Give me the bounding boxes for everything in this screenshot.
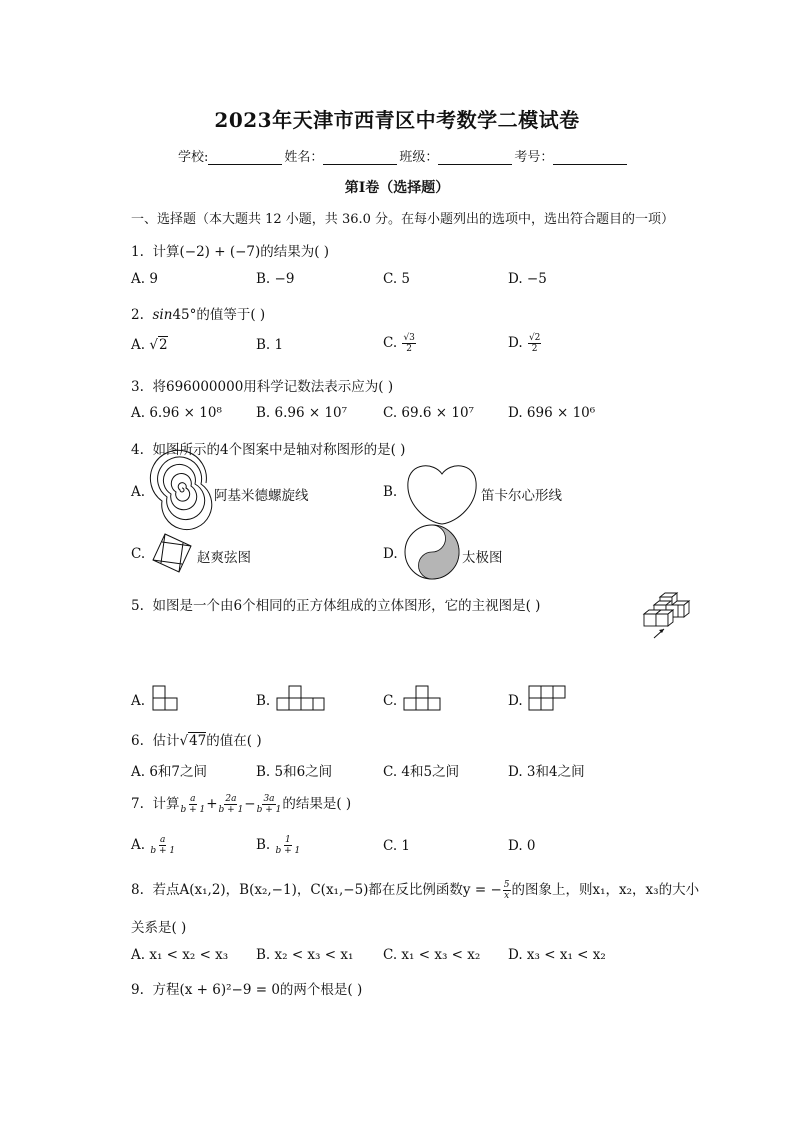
option-c: C. bbox=[383, 693, 398, 709]
option-b: B. 1 bbox=[256, 337, 284, 353]
cube-solid-figure-image bbox=[640, 592, 696, 642]
option-d: D. bbox=[383, 546, 398, 562]
option-letter: B. bbox=[256, 837, 271, 853]
question-stem: 将696000000用科学记数法表示应为( ) bbox=[152, 379, 394, 395]
option-c: C. 4和5之间 bbox=[383, 764, 460, 780]
archimedean-spiral-image bbox=[152, 460, 212, 520]
option-letter: C. bbox=[383, 335, 398, 351]
option-c bbox=[383, 333, 417, 354]
question-stem: 的结果是( ) bbox=[282, 796, 352, 812]
option-b: B. bbox=[256, 693, 271, 709]
option-a: A. 6和7之间 bbox=[131, 764, 208, 780]
question-5 bbox=[131, 594, 540, 614]
question-stem: 方程(x + 6)²−9 = 0的两个根是( ) bbox=[152, 982, 363, 998]
front-view-option-a bbox=[152, 685, 178, 711]
option-b bbox=[256, 835, 301, 856]
fraction bbox=[180, 794, 205, 815]
zhao-shuang-chord-diagram-image bbox=[151, 532, 195, 576]
numerator: 2a bbox=[225, 794, 237, 804]
question-stem: 的值在( ) bbox=[206, 733, 262, 749]
fraction bbox=[219, 794, 244, 815]
option-a bbox=[131, 835, 176, 856]
caption-cardioid: 笛卡尔心形线 bbox=[481, 488, 562, 504]
question-7: 7. 计算 $\frac{a}{b + 1}$ + $\frac{2a}{b + 1}$ − $\frac{3a}{b + 1}$ 的结果是( ) bbox=[131, 794, 352, 815]
question-number: 2. bbox=[131, 307, 144, 323]
option-b: B. 5和6之间 bbox=[256, 764, 333, 780]
question-2 bbox=[131, 303, 265, 323]
question-number: 3. bbox=[131, 379, 144, 395]
option-c: C. 5 bbox=[383, 271, 411, 287]
cardioid-image bbox=[404, 460, 480, 526]
caption-taiji: 太极图 bbox=[462, 550, 503, 566]
question-stem: 若点A(x₁,2)，B(x₂,−1)，C(x₁,−5)都在反比例函数y = − bbox=[152, 882, 502, 898]
denominator: x bbox=[504, 891, 510, 901]
fraction bbox=[528, 333, 541, 354]
question-stem: 45°的值等于( ) bbox=[172, 307, 266, 323]
option-a: A. 9 bbox=[131, 271, 158, 287]
denominator: b + 1 bbox=[275, 846, 301, 856]
fraction bbox=[276, 835, 301, 856]
option-a: A. √2 bbox=[131, 337, 168, 353]
exam-no-label: 考号： bbox=[514, 150, 554, 165]
numerator: 5 bbox=[503, 880, 510, 890]
class-blank bbox=[438, 151, 512, 165]
front-view-option-b bbox=[276, 685, 326, 711]
fraction bbox=[402, 333, 415, 354]
question-stem: 计算(−2) + (−7)的结果为( ) bbox=[152, 244, 330, 260]
option-b: B. x₂ < x₃ < x₁ bbox=[256, 947, 354, 963]
numerator: a bbox=[190, 794, 196, 804]
section-title: 第I卷（选择题） bbox=[344, 180, 450, 196]
part-header: 一、选择题（本大题共 12 小题，共 36.0 分。在每小题列出的选项中，选出符合题目的一项） bbox=[131, 212, 675, 227]
option-d: D. 3和4之间 bbox=[508, 764, 585, 780]
school-label: 学校: bbox=[178, 150, 209, 165]
question-8 bbox=[131, 878, 699, 901]
option-b: B. bbox=[383, 484, 398, 500]
numerator: √2 bbox=[528, 333, 541, 343]
option-c: C. bbox=[131, 546, 146, 562]
denominator: b + 1 bbox=[256, 805, 282, 815]
question-number: 7. bbox=[131, 796, 144, 812]
numerator: 1 bbox=[285, 835, 291, 845]
denominator: b + 1 bbox=[150, 846, 176, 856]
denominator: b + 1 bbox=[180, 805, 206, 815]
option-a: A. x₁ < x₂ < x₃ bbox=[131, 947, 229, 963]
option-a: A. bbox=[131, 693, 146, 709]
name-label: 姓名： bbox=[284, 150, 324, 165]
front-view-option-c bbox=[403, 685, 443, 711]
denominator: b + 1 bbox=[218, 805, 244, 815]
option-d bbox=[508, 333, 542, 354]
fraction bbox=[150, 835, 175, 856]
name-blank bbox=[323, 151, 397, 165]
option-c: C. x₁ < x₃ < x₂ bbox=[383, 947, 481, 963]
exam-no-blank bbox=[553, 151, 627, 165]
question-number: 5. bbox=[131, 598, 144, 614]
fraction bbox=[257, 794, 282, 815]
option-letter: A. bbox=[131, 837, 146, 853]
option-d: D. 0 bbox=[508, 838, 536, 854]
page-title: 2023年天津市西青区中考数学二模试卷 bbox=[214, 108, 580, 132]
question-1 bbox=[131, 240, 329, 260]
question-number: 9. bbox=[131, 982, 144, 998]
school-blank bbox=[208, 151, 282, 165]
question-9 bbox=[131, 978, 362, 998]
option-a: A. bbox=[131, 484, 146, 500]
radicand: 2 bbox=[158, 337, 168, 353]
option-b: B. −9 bbox=[256, 271, 295, 287]
numerator: √3 bbox=[403, 333, 415, 343]
question-number: 4. bbox=[131, 442, 144, 458]
question-number: 8. bbox=[131, 882, 144, 898]
taiji-diagram-image bbox=[404, 524, 460, 580]
denominator: 2 bbox=[406, 344, 413, 354]
student-info-line bbox=[178, 146, 629, 165]
question-stem: 如图所示的4个图案中是轴对称图形的是( ) bbox=[152, 442, 406, 458]
option-d: D. x₃ < x₁ < x₂ bbox=[508, 947, 606, 963]
option-b: B. 6.96 × 10⁷ bbox=[256, 405, 348, 421]
sin-function: sin bbox=[152, 307, 173, 323]
question-3 bbox=[131, 375, 393, 395]
class-label: 班级： bbox=[399, 150, 439, 165]
question-stem: 如图是一个由6个相同的正方体组成的立体图形，它的主视图是( ) bbox=[152, 598, 541, 614]
option-letter: D. bbox=[508, 335, 523, 351]
option-a: A. 6.96 × 10⁸ bbox=[131, 405, 222, 421]
caption-zhao-shuang: 赵爽弦图 bbox=[197, 550, 251, 566]
question-6: 6. 估计√47的值在( ) bbox=[131, 733, 262, 749]
question-stem-prefix: 计算 bbox=[152, 796, 180, 812]
option-letter: A. bbox=[131, 337, 146, 353]
option-c: C. 1 bbox=[383, 838, 411, 854]
numerator: 3a bbox=[263, 794, 275, 804]
front-view-option-d bbox=[528, 685, 568, 711]
question-4 bbox=[131, 438, 405, 458]
option-d: D. −5 bbox=[508, 271, 547, 287]
numerator: a bbox=[160, 835, 166, 845]
question-stem-prefix: 估计 bbox=[152, 733, 180, 749]
option-d: D. bbox=[508, 693, 523, 709]
question-number: 6. bbox=[131, 733, 144, 749]
option-c: C. 69.6 × 10⁷ bbox=[383, 405, 474, 421]
denominator: 2 bbox=[531, 344, 538, 354]
option-d: D. 696 × 10⁶ bbox=[508, 405, 596, 421]
radicand: 47 bbox=[189, 733, 207, 749]
caption-archimedean-spiral: 阿基米德螺旋线 bbox=[214, 488, 309, 504]
question-8-line2: 关系是( ) bbox=[131, 920, 187, 936]
fraction bbox=[503, 880, 511, 901]
question-number: 1. bbox=[131, 244, 144, 260]
question-stem-continued: 的图象上，则x₁，x₂，x₃的大小 bbox=[511, 882, 700, 898]
